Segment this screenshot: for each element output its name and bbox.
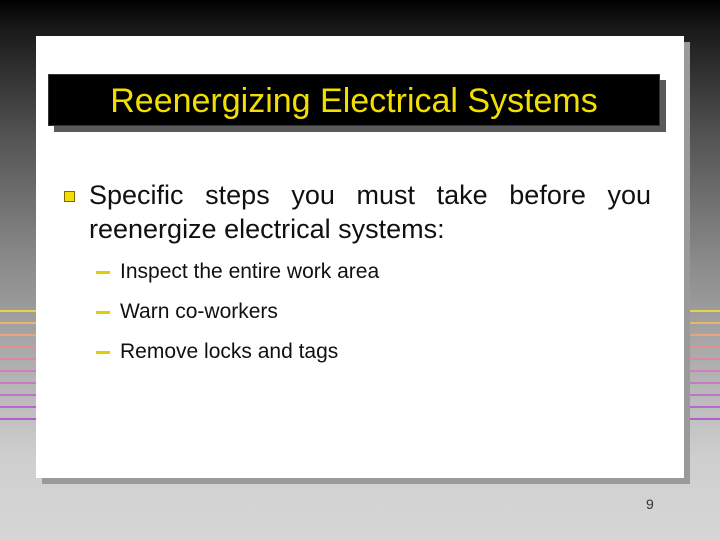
page-number: 9: [646, 496, 654, 512]
main-bullet-text: Specific steps you must take before you reenergize electrical systems:: [89, 180, 651, 244]
left-stripes-decoration: [0, 296, 40, 436]
dash-bullet-icon: [96, 351, 110, 354]
dash-bullet-icon: [96, 271, 110, 274]
stripe: [0, 346, 40, 348]
stripe: [0, 358, 40, 360]
dash-bullet-icon: [96, 311, 110, 314]
stripe: [0, 334, 40, 336]
square-bullet-icon: [64, 191, 75, 202]
stripe: [0, 394, 40, 396]
stripe: [0, 370, 40, 372]
stripe: [0, 322, 40, 324]
stripe: [0, 406, 40, 408]
slide-title: Reenergizing Electrical Systems: [110, 82, 598, 120]
stripe: [0, 310, 40, 312]
stripe: [0, 382, 40, 384]
title-box: [48, 74, 660, 126]
stripe: [0, 418, 40, 420]
sub-bullet-text: Remove locks and tags: [120, 340, 339, 363]
sub-bullet-text: Inspect the entire work area: [120, 260, 380, 283]
sub-bullet-text: Warn co-workers: [120, 300, 278, 323]
